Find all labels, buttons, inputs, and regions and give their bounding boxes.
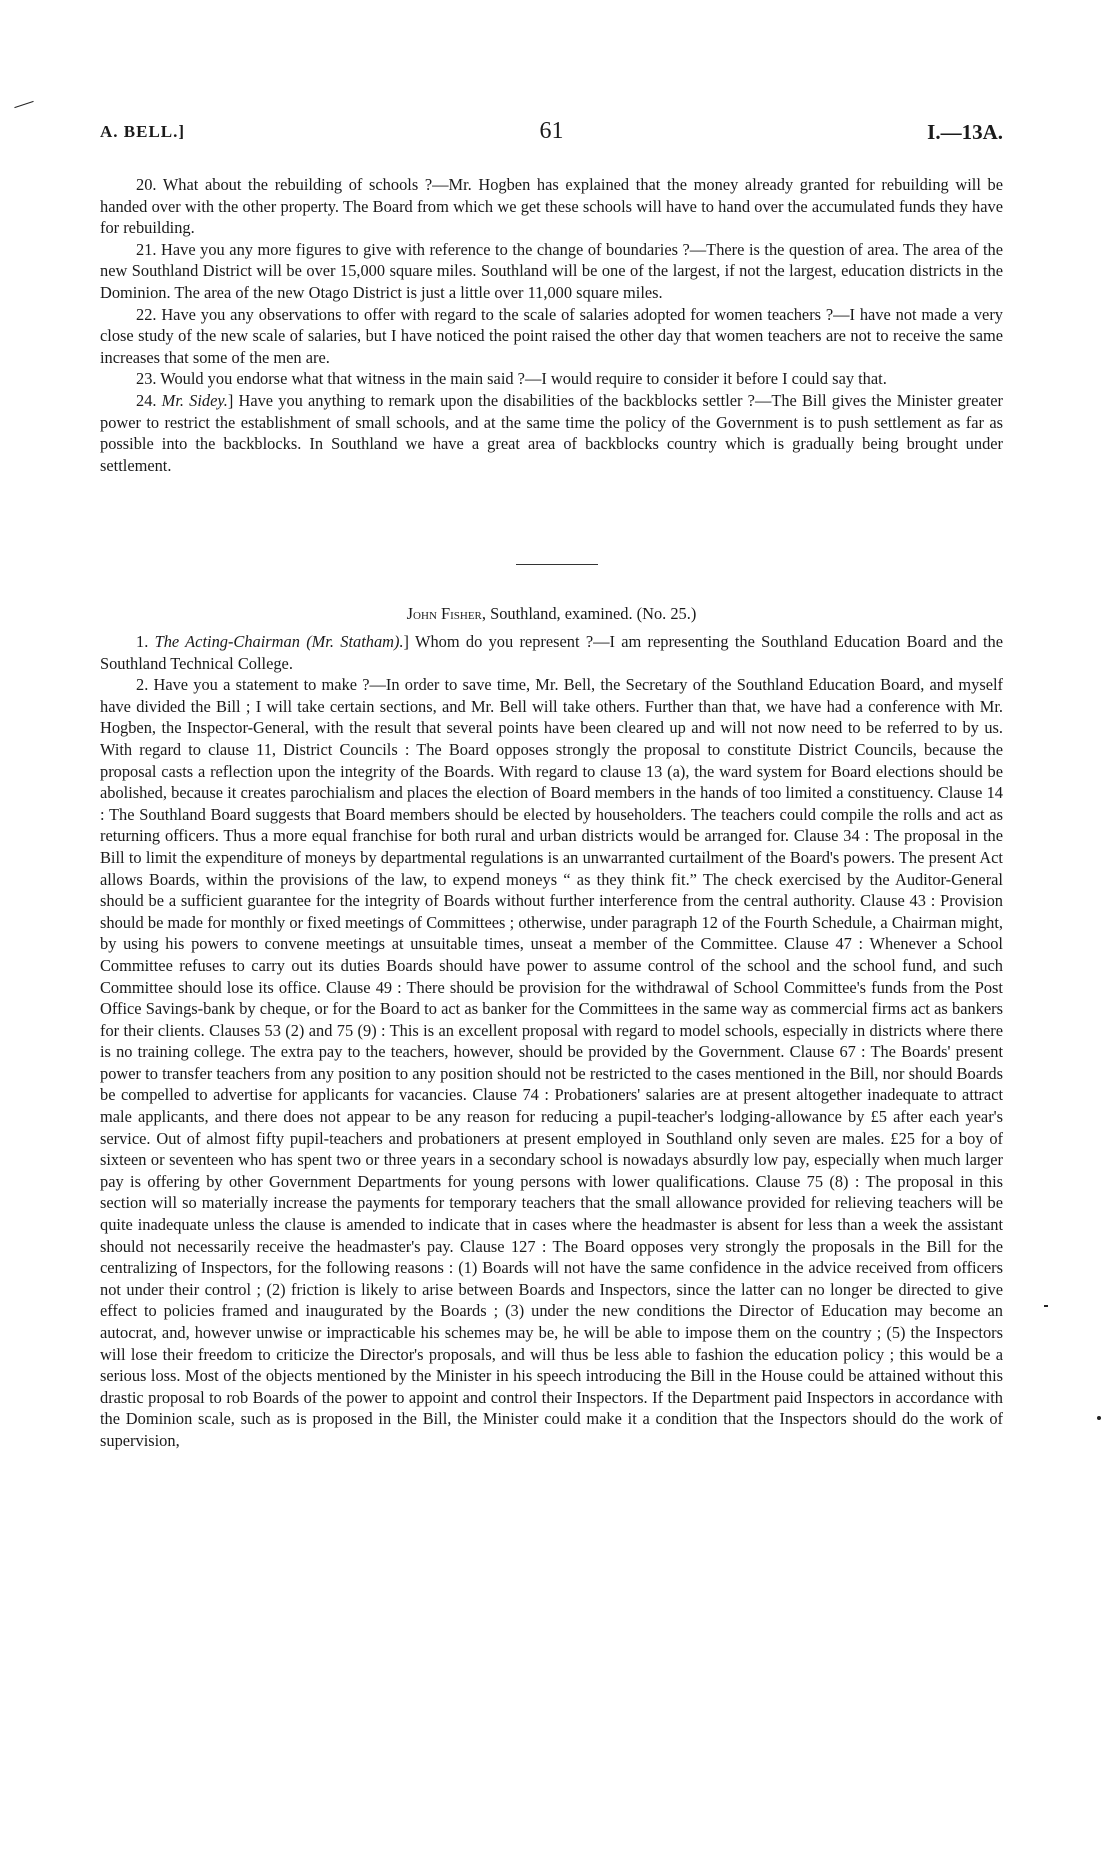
witness-heading-rest: , Southland, examined. (No. 25.) xyxy=(481,604,697,623)
paragraph-2: 2. Have you a statement to make ?—In order to save time, Mr. Bell, the Secretary of the Southland Education Board, and myself have divided the Bill ; I will take certain sections, and Mr. Bell will take others. Further than that, we have had a conference with Mr. Hogben, the Inspector-General, with the result that several points have been cleared up and will not now need to be referred to by us. With regard to clause 11, District Councils : The Board opposes strongly the proposal to constitute District Councils, because the proposal casts a reflection upon the integrity of the Boards. With regard to clause 13 (a), the ward system for Board elections should be abolished, because it creates parochialism and places the election of Board members in the hands of too limited a constituency. Clause 14 : The Southland Board suggests that Board members should be elected by householders. The teachers could compile the rolls and act as returning officers. Thus a more equal franchise for both rural and urban districts would be arranged for. Clause 34 : The proposal in the Bill to limit the expenditure of moneys by departmental regulations is an unwarranted curtailment of the Board's powers. The present Act allows Boards, within the provisions of the law, to expend moneys “ as they think fit.” The check exercised by the Auditor-General should be a sufficient guarantee for the integrity of Boards without further interference from the central authority. Clause 43 : Provision should be made for monthly or fixed meetings of Committees ; otherwise, under paragraph 12 of the Fourth Schedule, a Chairman might, by using his powers to convene meetings at unsuitable times, unseat a member of the Committee. Clause 47 : Whenever a School Committee refuses to carry out its duties Boards should have power to assume control of the school and the school fund, and such Committee should lose its office. Clause 49 : There should be provision for the withdrawal of School Committee's funds from the Post Office Savings-bank by cheque, or for the Board to act as banker for the Committees in the same way as commercial firms act as bankers for their clients. Clauses 53 (2) and 75 (9) : This is an excellent proposal with regard to model schools, especially in districts where there is no training college. The extra pay to the teachers, however, should be provided by the Government. Clause 67 : The Boards' present power to transfer teachers from any position to any position should not be restricted to the cases mentioned in the Bill, nor should Boards be compelled to advertise for applicants for vacancies. Clause 74 : Probationers' salaries are at present altogether inadequate to attract male applicants, and there does not appear to be any reason for reducing a pupil-teacher's lodging-allowance by £5 after each year's service. Out of almost fifty pupil-teachers and probationers at present employed in Southland only seven are males. £25 for a boy of sixteen or seventeen who has spent two or three years in a secondary school is nowadays absurdly low pay, especially when much larger pay is offering by other Government Departments for young persons with lower qualifications. Clause 75 (8) : The proposal in this section will so materially increase the payments for temporary teachers that the small allowance provided for relieving teachers will be quite inadequate unless the clause is amended to indicate that in cases where the headmaster is absent for less than a week the assistant should not necessarily receive the headmaster's pay. Clause 127 : The Board opposes very strongly the proposals in the Bill for the centralizing of Inspectors, for the following reasons : (1) Boards will not have the same confidence in the advice received from officers not under their control ; (2) friction is likely to arise between Boards and Inspectors, since the latter can no longer be directed to give effect to policies framed and inaugurated by the Boards ; (3) under the new conditions the Director of Education may become an autocrat, and, however unwise or impracticable his schemes may be, he will be able to impose them on the country ; (5) the Inspectors will lose their freedom to criticize the Director's proposals, and will thus be less able to fashion the education policy ; this would be a serious loss. Most of the objects mentioned by the Minister in his speech introducing the Bill in the House could be attained without this drastic proposal to rob Boards of the power to appoint and control their Inspectors. If the Department paid Inspectors in accordance with the Dominion scale, such as is proposed in the Bill, the Minister could make it a condition that the Inspectors should do the work of supervision, xyxy=(100,675,1003,1450)
witness-heading xyxy=(100,603,1003,625)
paragraph-1-number: 1. xyxy=(136,632,155,651)
margin-pen-mark xyxy=(14,101,33,108)
header-witness-name: A. BELL.] xyxy=(100,122,186,141)
paragraph-23: 23. Would you endorse what that witness in the main said ?—I would require to consider it before I could say that. xyxy=(136,369,887,389)
paragraph-20: 20. What about the rebuilding of schools ?—Mr. Hogben has explained that the money already granted for rebuilding will be handed over with the other property. The Board from which we get these schools will have to hand over the accumulated funds they have for rebuilding. xyxy=(100,175,1003,238)
paragraph-21: 21. Have you any more figures to give with reference to the change of boundaries ?—There is the question of area. The area of the new Southland District will be over 15,000 square miles. Southland will be one of the largest, if not the largest, education districts in the Dominion. The area of the new Otago District is just a little over 11,000 square miles. xyxy=(100,239,1003,302)
paragraph-1 xyxy=(100,631,1003,674)
section-bell-continued xyxy=(100,174,1003,476)
margin-tick xyxy=(1044,1305,1048,1307)
paragraph-1-speaker: The Acting-Chairman (Mr. Statham). xyxy=(154,632,404,651)
page-number: 61 xyxy=(539,118,564,144)
paragraph-1-text: ] Whom do you represent ?—I am representing the Southland Education Board and the Southland Technical College. xyxy=(100,632,1004,673)
margin-dot xyxy=(1097,1416,1101,1420)
paragraph-24-speaker: Mr. Sidey. xyxy=(161,390,228,410)
paragraph-24 xyxy=(100,390,1003,476)
header-document-reference: I.—13A. xyxy=(927,120,1003,144)
section-divider xyxy=(516,564,598,565)
witness-name: John Fisher xyxy=(406,604,482,623)
paragraph-24-number: 24. xyxy=(136,390,162,410)
section-fisher-evidence xyxy=(100,631,1003,1452)
page-header xyxy=(100,118,1003,150)
paragraph-24-text: ] Have you anything to remark upon the disabilities of the backblocks settler ?—The Bill gives the Minister greater power to restrict the establishment of small schools, and at the same time the policy of the Government is to push settlement as far as possible into the backblocks. In Southland we have a great area of backblocks country which is gradually being brought under settlement. xyxy=(100,390,1003,475)
paragraph-22: 22. Have you any observations to offer with regard to the scale of salaries adopted for women teachers ?—I have not made a very close study of the new scale of salaries, but I have noticed the point raised the other day that women teachers are not to receive the same increases that some of the men are. xyxy=(100,304,1003,367)
